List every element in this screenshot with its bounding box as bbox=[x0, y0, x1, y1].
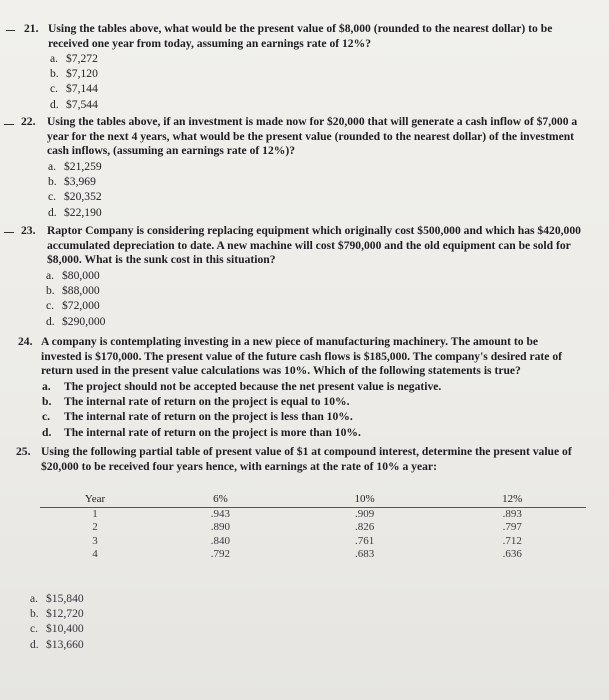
option-d: d. The internal rate of return on the project is more than 10%. bbox=[42, 425, 361, 439]
option-b: b. $3,969 bbox=[48, 175, 96, 189]
question-stem: Using the tables above, what would be the present value of $8,000 (rounded to the nearest dollar) to be received one year from today, assuming an earnings rate of 12%? bbox=[48, 22, 553, 50]
option-a: a. $7,272 bbox=[50, 52, 98, 65]
option-a: a. $21,259 bbox=[48, 160, 102, 173]
question-stem: Using the following partial table of present value of $1 at compound interest, determine the present value of $20,000 to be received four years hence, with earnings at the rate of 10% a year: bbox=[41, 445, 572, 473]
table-row: 3 .840 .761 .712 bbox=[92, 534, 522, 547]
option-d: d. $13,660 bbox=[30, 637, 84, 651]
question-number: 21. bbox=[24, 22, 39, 35]
column-header-10pct: 10% bbox=[354, 493, 375, 505]
option-c: c. The internal rate of return on the project is less than 10%. bbox=[42, 410, 353, 424]
question-stem: Raptor Company is considering replacing equipment which originally cost $500,000 and which has $420,000 accumulated depreciation to date. A new machine will cost $790,000 and the old equipment can be sold for $8,000. What is the sunk cost in this situation? bbox=[47, 224, 581, 267]
option-c: c. $20,352 bbox=[48, 190, 102, 204]
answer-options bbox=[48, 160, 102, 221]
table-header-row bbox=[40, 493, 586, 508]
option-a: a. The project should not be accepted because the net present value is negative. bbox=[42, 380, 442, 393]
column-header-year: Year bbox=[84, 493, 106, 505]
option-a: a. $15,840 bbox=[30, 592, 84, 605]
column-header-12pct: 12% bbox=[502, 493, 523, 505]
option-b: b. The internal rate of return on the project is equal to 10%. bbox=[42, 395, 350, 409]
table-row: 1 .943 .909 .893 bbox=[92, 508, 522, 521]
table-row: 4 .792 .683 .636 bbox=[92, 547, 522, 560]
column-header-6pct: 6% bbox=[213, 493, 228, 505]
option-d: d. $290,000 bbox=[46, 314, 106, 328]
option-c: c. $7,144 bbox=[50, 82, 98, 96]
question-number: 25. bbox=[16, 445, 31, 458]
option-b: b. $12,720 bbox=[30, 607, 84, 621]
question-stem: A company is contemplating investing in a new piece of manufacturing machinery. The amount to be invested is $170,000. The present value of the future cash flows is $185,000. The company's desired rate of return used in the present value calculations was 10%. Which of the following statements is true? bbox=[41, 335, 562, 378]
answer-blank bbox=[4, 232, 14, 233]
option-a: a. $80,000 bbox=[46, 269, 100, 282]
table-row: 2 .890 .826 .797 bbox=[92, 521, 522, 534]
answer-options bbox=[30, 592, 84, 653]
option-c: c. $72,000 bbox=[46, 299, 100, 313]
question-stem: Using the tables above, if an investment is made now for $20,000 that will generate a cash inflow of $7,000 a year for the next 4 years, what would be the present value (rounded to the nearest dollar) of the investment cash inflows, (assuming an earnings rate of 12%)? bbox=[47, 115, 578, 158]
question-number: 22. bbox=[21, 115, 36, 128]
answer-options bbox=[42, 380, 441, 441]
answer-blank bbox=[4, 124, 14, 125]
option-b: b. $7,120 bbox=[50, 67, 98, 81]
answer-options bbox=[50, 52, 98, 113]
question-number: 24. bbox=[18, 335, 33, 348]
answer-blank bbox=[6, 30, 15, 31]
option-b: b. $88,000 bbox=[46, 284, 100, 298]
answer-options bbox=[46, 269, 105, 330]
present-value-table bbox=[40, 493, 586, 561]
option-d: d. $22,190 bbox=[48, 205, 102, 219]
question-number: 23. bbox=[21, 224, 36, 237]
option-c: c. $10,400 bbox=[30, 622, 84, 636]
option-d: d. $7,544 bbox=[50, 97, 98, 111]
